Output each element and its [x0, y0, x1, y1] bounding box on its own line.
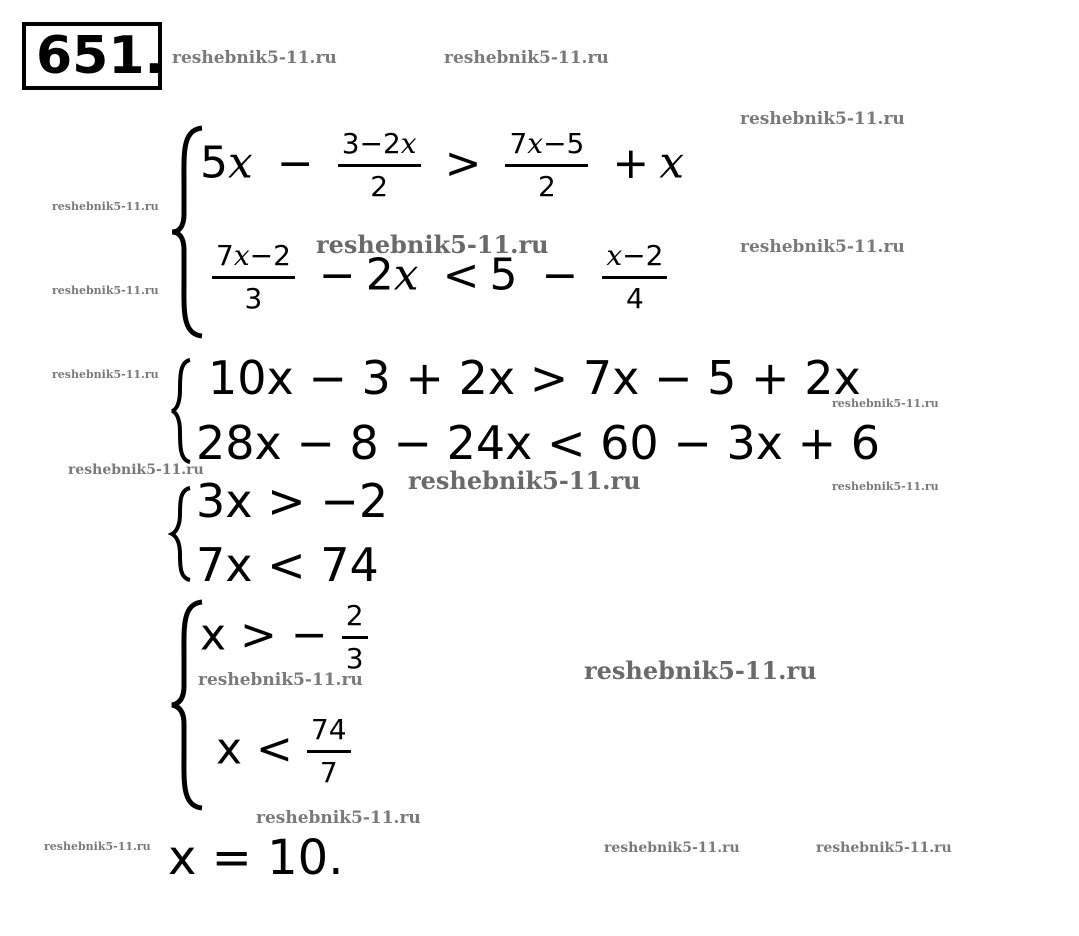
watermark: reshebnik5-11.ru	[68, 462, 204, 478]
watermark: reshebnik5-11.ru	[816, 840, 952, 856]
watermark: reshebnik5-11.ru	[316, 230, 549, 259]
system4-line1: x > − $\frac{2}{3}$	[200, 602, 368, 673]
watermark: reshebnik5-11.ru	[198, 670, 363, 690]
watermark: reshebnik5-11.ru	[52, 200, 159, 213]
system1-line1: 5x − $\frac{3-2x}{2}$ > $\frac{7x-5}{2}$ + x	[200, 127, 685, 203]
fraction: $\frac{7x-5}{2}$	[505, 130, 588, 201]
watermark: reshebnik5-11.ru	[52, 284, 159, 297]
watermark: reshebnik5-11.ru	[584, 656, 817, 685]
watermark: reshebnik5-11.ru	[832, 397, 939, 410]
watermark: reshebnik5-11.ru	[52, 368, 159, 381]
watermark: reshebnik5-11.ru	[44, 840, 151, 853]
fraction: $\frac{3-2x}{2}$	[338, 130, 421, 201]
system3-line2: 7x < 74	[196, 538, 379, 592]
watermark: reshebnik5-11.ru	[832, 480, 939, 493]
watermark: reshebnik5-11.ru	[444, 48, 609, 68]
brace-icon	[168, 484, 198, 584]
watermark: reshebnik5-11.ru	[408, 466, 641, 495]
system2-line1: 10x − 3 + 2x > 7x − 5 + 2x	[208, 351, 861, 405]
system1-line2: $\frac{7x-2}{3}$ − 2x < 5 − $\frac{x-2}{4}$	[212, 242, 667, 313]
problem-number: 651.	[22, 22, 162, 90]
watermark: reshebnik5-11.ru	[256, 808, 421, 828]
system2-line2: 28x − 8 − 24x < 60 − 3x + 6	[196, 416, 881, 470]
system3-line1: 3x > −2	[196, 474, 389, 528]
fraction: $\frac{2}{3}$	[342, 602, 368, 673]
fraction: $\frac{7x-2}{3}$	[212, 242, 295, 313]
watermark: reshebnik5-11.ru	[740, 109, 905, 129]
system4-line2: x < $\frac{74}{7}$	[216, 716, 351, 787]
fraction: $\frac{x-2}{4}$	[602, 242, 667, 313]
watermark: reshebnik5-11.ru	[740, 237, 905, 257]
answer: x = 10.	[168, 830, 344, 886]
brace-icon	[168, 356, 198, 466]
fraction: $\frac{74}{7}$	[307, 716, 351, 787]
watermark: reshebnik5-11.ru	[172, 48, 337, 68]
watermark: reshebnik5-11.ru	[604, 840, 740, 856]
